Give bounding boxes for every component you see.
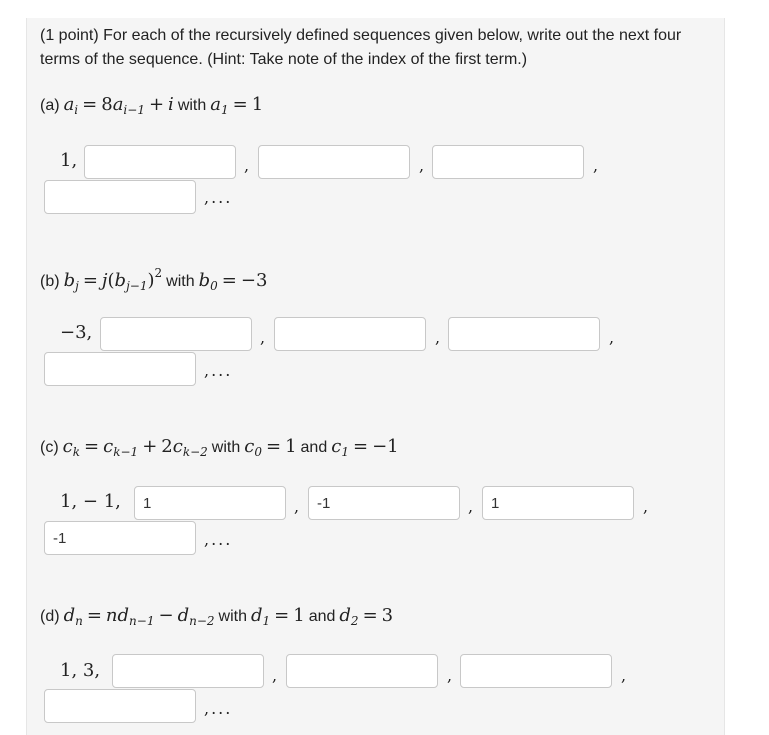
part-c-prefix: 1, − 1, [60, 491, 121, 512]
part-c-answer-1[interactable] [134, 486, 286, 520]
part-b-answer-1[interactable] [100, 317, 252, 351]
separator: , [468, 497, 474, 516]
separator: , [593, 156, 599, 175]
part-d-label: (d) $d_n = nd_{n-1} - d_{n-2}$ with $d_1 = 1$ and $d_2 = 3$ [40, 605, 394, 628]
part-c-answer-2[interactable] [308, 486, 460, 520]
problem-intro: (1 point) For each of the recursively defined sequences given below, write out the next four terms of the sequence. (Hint: Take note of the index of the first term.) [40, 27, 682, 68]
part-a-tag: (a) [40, 97, 60, 114]
separator: , [260, 328, 266, 347]
separator: , [419, 156, 425, 175]
part-b-tag: (b) [40, 273, 60, 290]
part-a-answer-3[interactable] [432, 145, 584, 179]
separator: , [447, 666, 453, 685]
part-d-answer-3[interactable] [460, 654, 612, 688]
separator: , [643, 497, 649, 516]
part-a-answer-1[interactable] [84, 145, 236, 179]
part-d-tag: (d) [40, 608, 60, 625]
part-d-with: with [218, 608, 247, 625]
part-a-prefix: 1, [60, 150, 78, 171]
part-b-with: with [166, 273, 195, 290]
separator: , [609, 328, 615, 347]
part-c-tag: (c) [40, 439, 59, 456]
part-b-prefix: −3, [60, 322, 93, 343]
part-d-prefix: 1, 3, [60, 660, 101, 681]
ellipsis: ,... [204, 699, 233, 718]
part-c-answer-3[interactable] [482, 486, 634, 520]
part-b-label: (b) $b_j = j(b_{j-1})^2$ with $b_0 = -3$ [40, 266, 268, 293]
separator: , [294, 497, 300, 516]
part-c-with: with [211, 439, 241, 456]
part-c-answer-4[interactable] [44, 521, 196, 555]
part-d-answer-4[interactable] [44, 689, 196, 723]
part-b-answer-2[interactable] [274, 317, 426, 351]
part-d-answer-1[interactable] [112, 654, 264, 688]
part-a-label: (a) $a_i = 8a_{i-1} + i$ with $a_1 = 1$ [40, 94, 264, 117]
separator: , [244, 156, 250, 175]
part-a-with: with [177, 97, 207, 114]
ellipsis: ,... [204, 361, 233, 380]
ellipsis: ,... [204, 530, 233, 549]
separator: , [621, 666, 627, 685]
ellipsis: ,... [204, 188, 233, 207]
part-d-and: and [308, 608, 336, 625]
part-c-and: and [300, 439, 328, 456]
part-b-answer-4[interactable] [44, 352, 196, 386]
part-a-answer-2[interactable] [258, 145, 410, 179]
separator: , [272, 666, 278, 685]
part-c-label: (c) $c_k = c_{k-1} + 2c_{k-2}$ with $c_0 = 1$ and $c_1 = -1$ [40, 436, 399, 459]
part-d-answer-2[interactable] [286, 654, 438, 688]
part-a-answer-4[interactable] [44, 180, 196, 214]
part-b-answer-3[interactable] [448, 317, 600, 351]
separator: , [435, 328, 441, 347]
